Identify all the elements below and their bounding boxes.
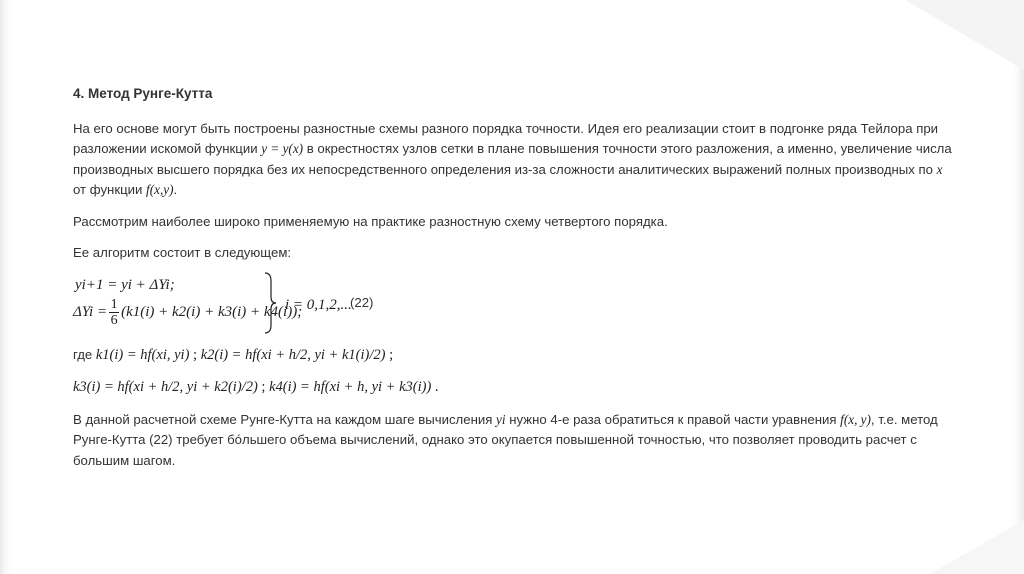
formula-line1-text: yi+1 = yi + ΔYi; (75, 276, 175, 293)
formula-fraction (109, 297, 119, 328)
conclusion-math-fxy: f(x, y) (840, 411, 871, 427)
fraction-numerator: 1 (110, 296, 118, 312)
k4-definition: k4(i) = hf(xi + h, yi + k3(i)) (269, 379, 432, 395)
k3-definition: k3(i) = hf(xi + h/2, yi + k2(i)/2) (73, 379, 258, 395)
formula-line1 (75, 275, 175, 296)
k-definitions-line1: где k1(i) = hf(xi, yi) ; k2(i) = hf(xi + h/2, yi + k1(i)/2) ; (73, 346, 394, 363)
algorithm-paragraph: Ее алгоритм состоит в следующем: (73, 245, 292, 260)
conclusion-math-yi: yi (496, 411, 506, 427)
conclusion-text-a: В данной расчетной схеме Рунге-Кутта на каждом шаге вычисления (73, 411, 497, 427)
intro-math-function: y = y(x) (261, 141, 304, 156)
conclusion-paragraph (73, 410, 953, 472)
intro-math-x: x (936, 161, 943, 177)
runge-kutta-formula (73, 275, 953, 339)
formula-line2-rhs: (k1(i) + k2(i) + k3(i) + k4(i)); (121, 303, 303, 320)
conclusion-text-c: , т.е. метод Рунге-Кутта (22) требует бóльшего объема вычислений, однако это окупается повышенной точностью, что позволяет проводить расчет с большим шагом. (73, 411, 938, 468)
intro-math-fxy: f(x,y) (146, 182, 174, 197)
scheme-paragraph: Рассмотрим наиболее широко применяемую на практике разностную схему четвертого порядка. (73, 213, 668, 229)
k2-definition: k2(i) = hf(xi + h/2, yi + k1(i)/2) (200, 346, 386, 363)
intro-text-c: от функции (73, 182, 147, 197)
conclusion-text-b: нужно 4-е раза обратиться к правой части уравнения (505, 411, 841, 427)
fraction-denominator: 6 (110, 312, 118, 328)
k-definitions-line2: k3(i) = hf(xi + h/2, yi + k2(i)/2) ; k4(i) = hf(xi + h, yi + k3(i)) . (73, 379, 439, 395)
formula-line2-lhs: ΔYi = (73, 303, 108, 320)
intro-text-d: . (173, 182, 178, 197)
document-content (73, 84, 953, 482)
equation-number: (22) (350, 294, 374, 310)
k1-definition: k1(i) = hf(xi, yi) (95, 346, 190, 363)
intro-paragraph (73, 119, 953, 201)
intro-text-a: На его основе могут быть построены разностные схемы разного порядка точности. Идея его реализации стоит в подгонке ряда Тейлора при разложении искомой функции (73, 120, 939, 156)
intro-text-b: в окрестностях узлов сетки в плане повышения точности этого разложения, а именно, увеличение числа производных высшего порядка без их непосредственного определения из-за сложности аналитических выражений полных производных по (73, 141, 952, 177)
section-title: 4. Метод Рунге-Кутта (73, 86, 213, 101)
formula-index-range: i = 0,1,2,... (285, 296, 352, 313)
where-label: где (73, 346, 93, 362)
right-brace-icon (263, 271, 277, 335)
